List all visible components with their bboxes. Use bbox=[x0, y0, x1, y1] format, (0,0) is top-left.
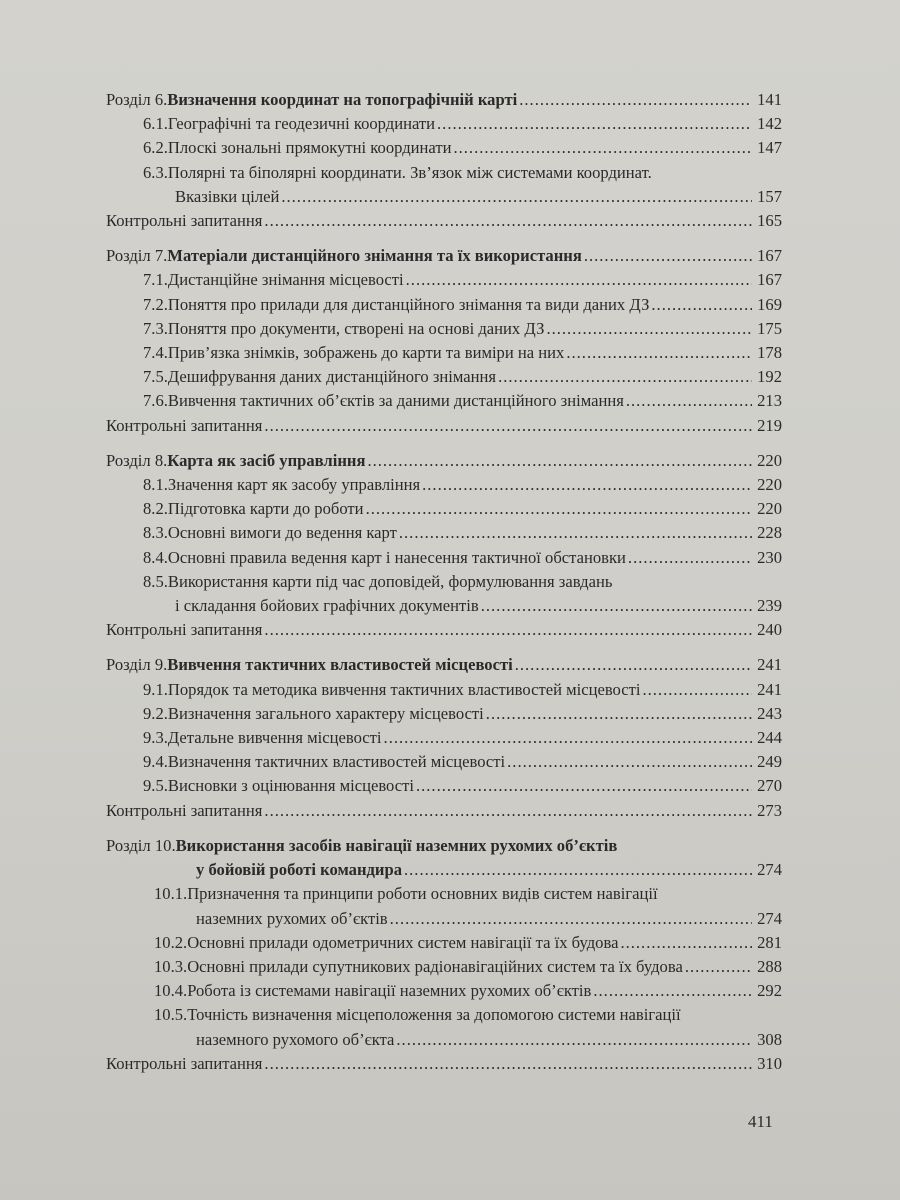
item-number: 6.3. bbox=[143, 162, 168, 182]
toc-item bbox=[106, 678, 782, 702]
page-ref: 239 bbox=[757, 596, 782, 616]
dot-leader bbox=[620, 931, 752, 955]
toc-item bbox=[106, 389, 782, 413]
toc-item bbox=[106, 268, 782, 292]
page-number: 411 bbox=[748, 1112, 773, 1131]
dot-leader bbox=[651, 293, 752, 317]
item-number: 10.1. bbox=[154, 884, 188, 904]
toc-item bbox=[106, 341, 782, 365]
page-ref: 147 bbox=[757, 138, 782, 158]
item-number: 8.1. bbox=[143, 475, 168, 495]
item-number: 7.5. bbox=[143, 367, 168, 387]
dot-leader bbox=[264, 414, 752, 438]
page-ref: 220 bbox=[757, 499, 782, 519]
section-title: Матеріали дистанційного знімання та їх використання bbox=[167, 246, 582, 266]
toc-questions bbox=[106, 1052, 782, 1076]
item-title: Прив’язка знімків, зображень до карти та виміри на них bbox=[167, 343, 565, 363]
item-title-line1: Полярні та біполярні координати. Зв’язок між системами координат. bbox=[167, 162, 652, 182]
page-ref: 192 bbox=[757, 367, 782, 387]
item-number: 6.1. bbox=[143, 114, 168, 134]
section-heading bbox=[106, 88, 782, 112]
toc-item bbox=[106, 726, 782, 750]
section-title: Визначення координат на топографічній карті bbox=[167, 90, 518, 109]
dot-leader bbox=[406, 268, 752, 292]
item-title: Основні вимоги до ведення карт bbox=[167, 523, 397, 543]
dot-leader bbox=[437, 112, 752, 136]
item-number: 9.2. bbox=[143, 703, 168, 723]
page-ref: 228 bbox=[757, 523, 782, 543]
section-heading bbox=[106, 834, 782, 858]
dot-leader bbox=[584, 244, 752, 268]
dot-leader bbox=[390, 907, 752, 931]
page-ref: 273 bbox=[757, 800, 782, 820]
toc-item bbox=[106, 112, 782, 136]
toc-section-10 bbox=[106, 834, 782, 1076]
page-ref: 213 bbox=[757, 391, 782, 411]
page-ref: 220 bbox=[757, 450, 782, 470]
questions-title: Контрольні запитання bbox=[106, 620, 263, 640]
dot-leader bbox=[264, 209, 752, 233]
section-title-line2: у бойовій роботі командира bbox=[196, 860, 402, 880]
toc-item bbox=[106, 570, 782, 594]
toc-item-continuation bbox=[106, 907, 782, 931]
dot-leader bbox=[507, 750, 752, 774]
item-number: 8.5. bbox=[143, 571, 168, 591]
dot-leader bbox=[486, 702, 752, 726]
dot-leader bbox=[626, 389, 752, 413]
dot-leader bbox=[399, 521, 752, 545]
page-ref: 230 bbox=[757, 547, 782, 567]
item-title-line1: Використання карти під час доповідей, формулювання завдань bbox=[167, 571, 613, 591]
toc-item-continuation bbox=[106, 185, 782, 209]
toc-item-continuation bbox=[106, 594, 782, 618]
page-ref: 178 bbox=[757, 343, 782, 363]
dot-leader bbox=[422, 473, 752, 497]
page-ref: 175 bbox=[757, 318, 782, 338]
item-title: Плоскі зональні прямокутні координати bbox=[167, 138, 452, 158]
page-ref: 292 bbox=[757, 981, 782, 1001]
questions-title: Контрольні запитання bbox=[106, 415, 263, 435]
toc-item-continuation bbox=[106, 1028, 782, 1052]
toc-item bbox=[106, 774, 782, 798]
toc-section-9 bbox=[106, 653, 782, 822]
item-title: Дешифрування даних дистанційного знімання bbox=[167, 367, 497, 387]
page-ref: 243 bbox=[757, 703, 782, 723]
section-prefix: Розділ 9. bbox=[106, 655, 168, 675]
page-ref: 274 bbox=[757, 860, 782, 880]
item-number: 9.5. bbox=[143, 776, 168, 796]
item-title-line1: Точність визначення місцеположення за допомогою системи навігації bbox=[187, 1005, 681, 1025]
dot-leader bbox=[593, 979, 752, 1003]
page-ref: 219 bbox=[757, 415, 782, 435]
item-number: 8.4. bbox=[143, 547, 168, 567]
dot-leader bbox=[628, 546, 752, 570]
toc-section-7 bbox=[106, 244, 782, 438]
section-title: Карта як засіб управління bbox=[167, 450, 366, 470]
dot-leader bbox=[384, 726, 752, 750]
dot-leader bbox=[404, 858, 752, 882]
page-ref: 169 bbox=[757, 294, 782, 314]
toc-item bbox=[106, 750, 782, 774]
page-ref: 249 bbox=[757, 752, 782, 772]
dot-leader bbox=[453, 136, 752, 160]
toc-item bbox=[106, 473, 782, 497]
item-title: Поняття про документи, створені на основі даних ДЗ bbox=[167, 318, 545, 338]
item-number: 9.3. bbox=[143, 728, 168, 748]
dot-leader bbox=[281, 185, 752, 209]
item-title: Основні прилади супутникових радіонавігаційних систем та їх будова bbox=[187, 956, 683, 976]
page-ref: 167 bbox=[757, 246, 782, 266]
item-title: Вивчення тактичних об’єктів за даними дистанційного знімання bbox=[167, 391, 624, 411]
toc-section-8 bbox=[106, 449, 782, 643]
page-ref: 281 bbox=[757, 932, 782, 952]
toc-questions bbox=[106, 618, 782, 642]
dot-leader bbox=[264, 1052, 752, 1076]
section-prefix: Розділ 10. bbox=[106, 835, 176, 855]
dot-leader bbox=[519, 88, 752, 112]
item-number: 6.2. bbox=[143, 138, 168, 158]
page-ref: 165 bbox=[757, 211, 782, 231]
item-number: 7.3. bbox=[143, 318, 168, 338]
item-title: Поняття про прилади для дистанційного знімання та види даних ДЗ bbox=[167, 294, 650, 314]
dot-leader bbox=[367, 449, 752, 473]
item-number: 8.2. bbox=[143, 499, 168, 519]
page-ref: 167 bbox=[757, 270, 782, 290]
page-ref: 310 bbox=[757, 1053, 782, 1073]
section-title: Вивчення тактичних властивостей місцевості bbox=[167, 655, 513, 675]
dot-leader bbox=[498, 365, 752, 389]
item-number: 9.1. bbox=[143, 679, 168, 699]
questions-title: Контрольні запитання bbox=[106, 800, 263, 820]
toc-item bbox=[106, 497, 782, 521]
toc-item bbox=[106, 365, 782, 389]
item-number: 7.4. bbox=[143, 343, 168, 363]
dot-leader bbox=[546, 317, 752, 341]
item-title: Визначення тактичних властивостей місцевості bbox=[167, 752, 506, 772]
dot-leader bbox=[366, 497, 752, 521]
toc-item bbox=[106, 546, 782, 570]
toc-questions bbox=[106, 414, 782, 438]
item-number: 7.1. bbox=[143, 270, 168, 290]
page-ref: 241 bbox=[757, 655, 782, 675]
item-number: 7.6. bbox=[143, 391, 168, 411]
page-ref: 274 bbox=[757, 908, 782, 928]
section-prefix: Розділ 6. bbox=[106, 90, 168, 109]
dot-leader bbox=[416, 774, 752, 798]
section-heading-continuation bbox=[106, 858, 782, 882]
item-number: 8.3. bbox=[143, 523, 168, 543]
item-title: Підготовка карти до роботи bbox=[167, 499, 364, 519]
item-title: Основні правила ведення карт і нанесення тактичної обстановки bbox=[167, 547, 626, 567]
toc-item bbox=[106, 293, 782, 317]
item-number: 10.2. bbox=[154, 932, 188, 952]
page-ref: 142 bbox=[757, 114, 782, 134]
toc-item bbox=[106, 317, 782, 341]
item-title-line1: Призначення та принципи роботи основних видів систем навігації bbox=[187, 884, 658, 904]
toc-item bbox=[106, 979, 782, 1003]
table-of-contents bbox=[106, 88, 782, 1087]
item-title-line2: і складання бойових графічних документів bbox=[175, 596, 479, 616]
dot-leader bbox=[685, 955, 752, 979]
item-number: 9.4. bbox=[143, 752, 168, 772]
section-heading bbox=[106, 244, 782, 268]
page-ref: 240 bbox=[757, 620, 782, 640]
page-ref: 141 bbox=[757, 90, 782, 109]
dot-leader bbox=[515, 653, 752, 677]
toc-item bbox=[106, 955, 782, 979]
page-ref: 244 bbox=[757, 728, 782, 748]
item-title: Порядок та методика вивчення тактичних властивостей місцевості bbox=[167, 679, 641, 699]
section-prefix: Розділ 8. bbox=[106, 450, 168, 470]
toc-questions bbox=[106, 209, 782, 233]
section-title-line1: Використання засобів навігації наземних рухомих об’єктів bbox=[175, 835, 618, 855]
item-title: Значення карт як засобу управління bbox=[167, 475, 421, 495]
dot-leader bbox=[264, 618, 752, 642]
dot-leader bbox=[396, 1028, 752, 1052]
dot-leader bbox=[642, 678, 752, 702]
dot-leader bbox=[264, 799, 752, 823]
item-title: Географічні та геодезичні координати bbox=[167, 114, 436, 134]
questions-title: Контрольні запитання bbox=[106, 211, 263, 231]
toc-item bbox=[106, 931, 782, 955]
page-ref: 288 bbox=[757, 956, 782, 976]
toc-item bbox=[106, 1003, 782, 1027]
item-number: 10.4. bbox=[154, 981, 188, 1001]
toc-item bbox=[106, 882, 782, 906]
toc-item bbox=[106, 136, 782, 160]
item-title: Визначення загального характеру місцевості bbox=[167, 703, 484, 723]
page-ref: 241 bbox=[757, 679, 782, 699]
item-number: 10.5. bbox=[154, 1005, 188, 1025]
page-ref: 308 bbox=[757, 1029, 782, 1049]
dot-leader bbox=[566, 341, 752, 365]
toc-questions bbox=[106, 799, 782, 823]
item-title-line2: Вказівки цілей bbox=[175, 186, 280, 206]
questions-title: Контрольні запитання bbox=[106, 1053, 263, 1073]
dot-leader bbox=[481, 594, 752, 618]
item-number: 7.2. bbox=[143, 294, 168, 314]
item-title: Детальне вивчення місцевості bbox=[167, 728, 382, 748]
page-ref: 157 bbox=[757, 186, 782, 206]
toc-item bbox=[106, 521, 782, 545]
section-heading bbox=[106, 653, 782, 677]
page-ref: 220 bbox=[757, 475, 782, 495]
toc-item bbox=[106, 161, 782, 185]
section-prefix: Розділ 7. bbox=[106, 246, 168, 266]
item-title: Дистанційне знімання місцевості bbox=[167, 270, 404, 290]
page-ref: 270 bbox=[757, 776, 782, 796]
item-title: Робота із системами навігації наземних рухомих об’єктів bbox=[187, 981, 592, 1001]
item-title: Висновки з оцінювання місцевості bbox=[167, 776, 414, 796]
toc-item bbox=[106, 702, 782, 726]
item-title-line2: наземного рухомого об’єкта bbox=[196, 1029, 395, 1049]
item-title: Основні прилади одометричних систем навігації та їх будова bbox=[187, 932, 619, 952]
item-title-line2: наземних рухомих об’єктів bbox=[196, 908, 388, 928]
section-heading bbox=[106, 449, 782, 473]
item-number: 10.3. bbox=[154, 956, 188, 976]
toc-section-6 bbox=[106, 88, 782, 233]
